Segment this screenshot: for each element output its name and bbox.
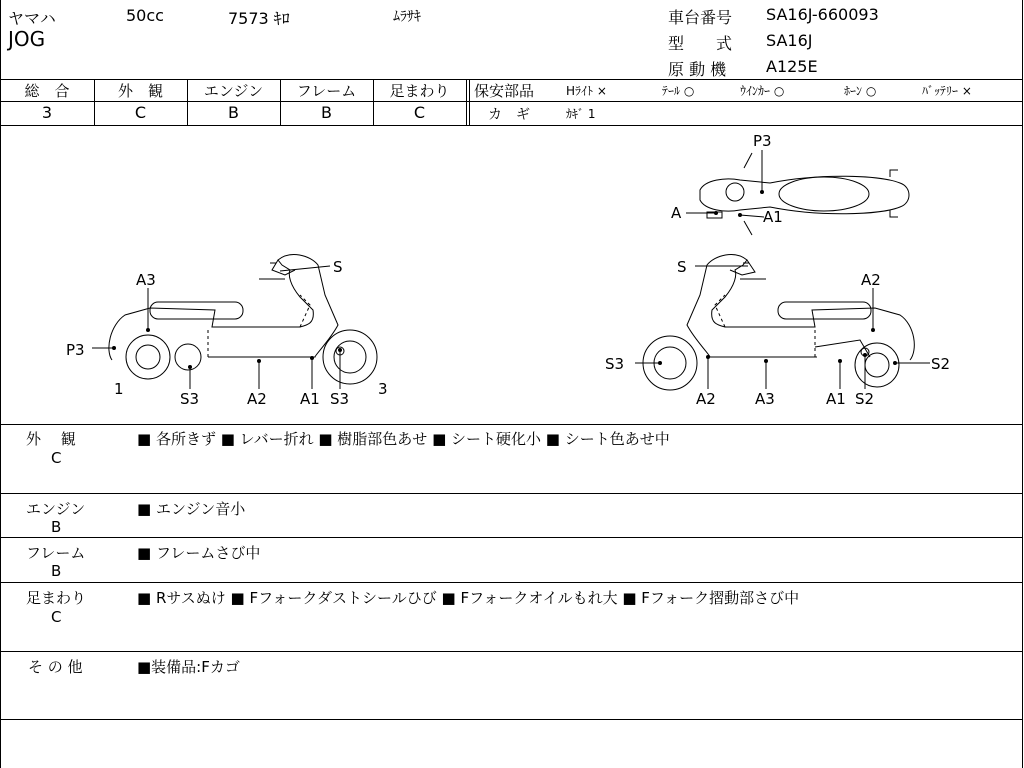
type-value: SA16J bbox=[766, 31, 813, 50]
notes-divider bbox=[0, 651, 1023, 652]
key-label: カ ギ bbox=[488, 107, 530, 123]
frame-no: SA16J-660093 bbox=[766, 5, 879, 24]
diagram-label: S3 bbox=[180, 390, 200, 408]
diagram-label: A2 bbox=[696, 390, 716, 408]
displacement: 50cc bbox=[126, 6, 164, 25]
engine-label: 原 動 機 bbox=[668, 60, 727, 79]
engine-value: A125E bbox=[766, 57, 818, 76]
grade-divider bbox=[466, 79, 467, 125]
notes-engine-grade: B bbox=[51, 518, 62, 536]
notes-engine-label: エンジン bbox=[26, 500, 86, 518]
engine-grade-label: エンジン bbox=[203, 82, 264, 100]
diagram-label: S2 bbox=[855, 390, 875, 408]
diagram-label: A1 bbox=[763, 208, 783, 226]
diagram-label: S3 bbox=[605, 355, 625, 373]
color: ﾑﾗｻｷ bbox=[393, 9, 421, 25]
tail-status: ﾃｰﾙ ○ bbox=[662, 84, 695, 98]
exterior-label: 外 観 bbox=[117, 82, 163, 100]
notes-other-text: ■装備品:Fカゴ bbox=[137, 658, 240, 676]
notes-exterior-grade: C bbox=[51, 449, 62, 467]
diagram-label: S3 bbox=[330, 390, 350, 408]
overall-grade: 3 bbox=[41, 103, 53, 122]
notes-divider bbox=[0, 493, 1023, 494]
battery-status: ﾊﾞｯﾃﾘｰ × bbox=[922, 84, 972, 98]
diagram-label: A2 bbox=[247, 390, 267, 408]
diagram-label: S2 bbox=[931, 355, 951, 373]
maker: ヤマハ bbox=[8, 9, 56, 28]
diagram-label: A3 bbox=[136, 271, 156, 289]
suspension-grade-label: 足まわり bbox=[389, 82, 450, 100]
diagram-label: A bbox=[671, 204, 682, 222]
notes-divider bbox=[0, 719, 1023, 720]
headlight-status: Hﾗｲﾄ × bbox=[566, 84, 607, 98]
safety-label: 保安部品 bbox=[474, 82, 535, 100]
diagram-label: 1 bbox=[114, 380, 124, 398]
diagram-label: P3 bbox=[753, 132, 772, 150]
diagram-label: P3 bbox=[66, 341, 85, 359]
notes-other-label: そ の 他 bbox=[28, 658, 83, 676]
notes-exterior-text: ■ 各所きず ■ レバー折れ ■ 樹脂部色あせ ■ シート硬化小 ■ シート色あせ中 bbox=[137, 430, 670, 448]
suspension-grade: C bbox=[413, 103, 426, 122]
diagram-label: A1 bbox=[826, 390, 846, 408]
notes-engine-text: ■ エンジン音小 bbox=[137, 500, 246, 518]
notes-suspension-grade: C bbox=[51, 608, 62, 626]
diagram-label: A1 bbox=[300, 390, 320, 408]
engine-grade: B bbox=[228, 103, 239, 122]
notes-frame-text: ■ フレームさび中 bbox=[137, 544, 261, 562]
notes-suspension-text: ■ Rサスぬけ ■ Fフォークダストシールひび ■ Fフォークオイルもれ大 ■ Fフォーク摺動部さび中 bbox=[137, 589, 800, 607]
diagram-label: A2 bbox=[861, 271, 881, 289]
diagram-label: S bbox=[677, 258, 687, 276]
model-name: JOG bbox=[8, 27, 46, 51]
diagram-label: A3 bbox=[755, 390, 775, 408]
notes-exterior-label: 外 観 bbox=[26, 430, 76, 448]
grade-divider bbox=[469, 79, 470, 125]
diagram-label: 3 bbox=[378, 380, 388, 398]
overall-label: 総 合 bbox=[24, 82, 70, 100]
notes-suspension-label: 足まわり bbox=[26, 589, 87, 607]
horn-status: ﾎｰﾝ ○ bbox=[844, 84, 877, 98]
notes-divider bbox=[0, 537, 1023, 538]
diagram-label: S bbox=[333, 258, 343, 276]
mileage: 7573 ｷﾛ bbox=[228, 9, 290, 28]
winker-status: ｳｲﾝｶｰ ○ bbox=[740, 84, 785, 98]
frame-no-label: 車台番号 bbox=[668, 8, 733, 27]
frame-grade: B bbox=[321, 103, 332, 122]
top-scooter-outline bbox=[700, 153, 909, 235]
notes-divider bbox=[0, 582, 1023, 583]
notes-frame-grade: B bbox=[51, 562, 62, 580]
exterior-grade: C bbox=[134, 103, 147, 122]
grade-mid-line bbox=[0, 101, 1023, 102]
type-label: 型 式 bbox=[668, 34, 733, 53]
key-count: ｶｷﾞ 1 bbox=[566, 107, 596, 121]
notes-frame-label: フレーム bbox=[26, 544, 86, 562]
frame-grade-label: フレーム bbox=[296, 82, 357, 100]
